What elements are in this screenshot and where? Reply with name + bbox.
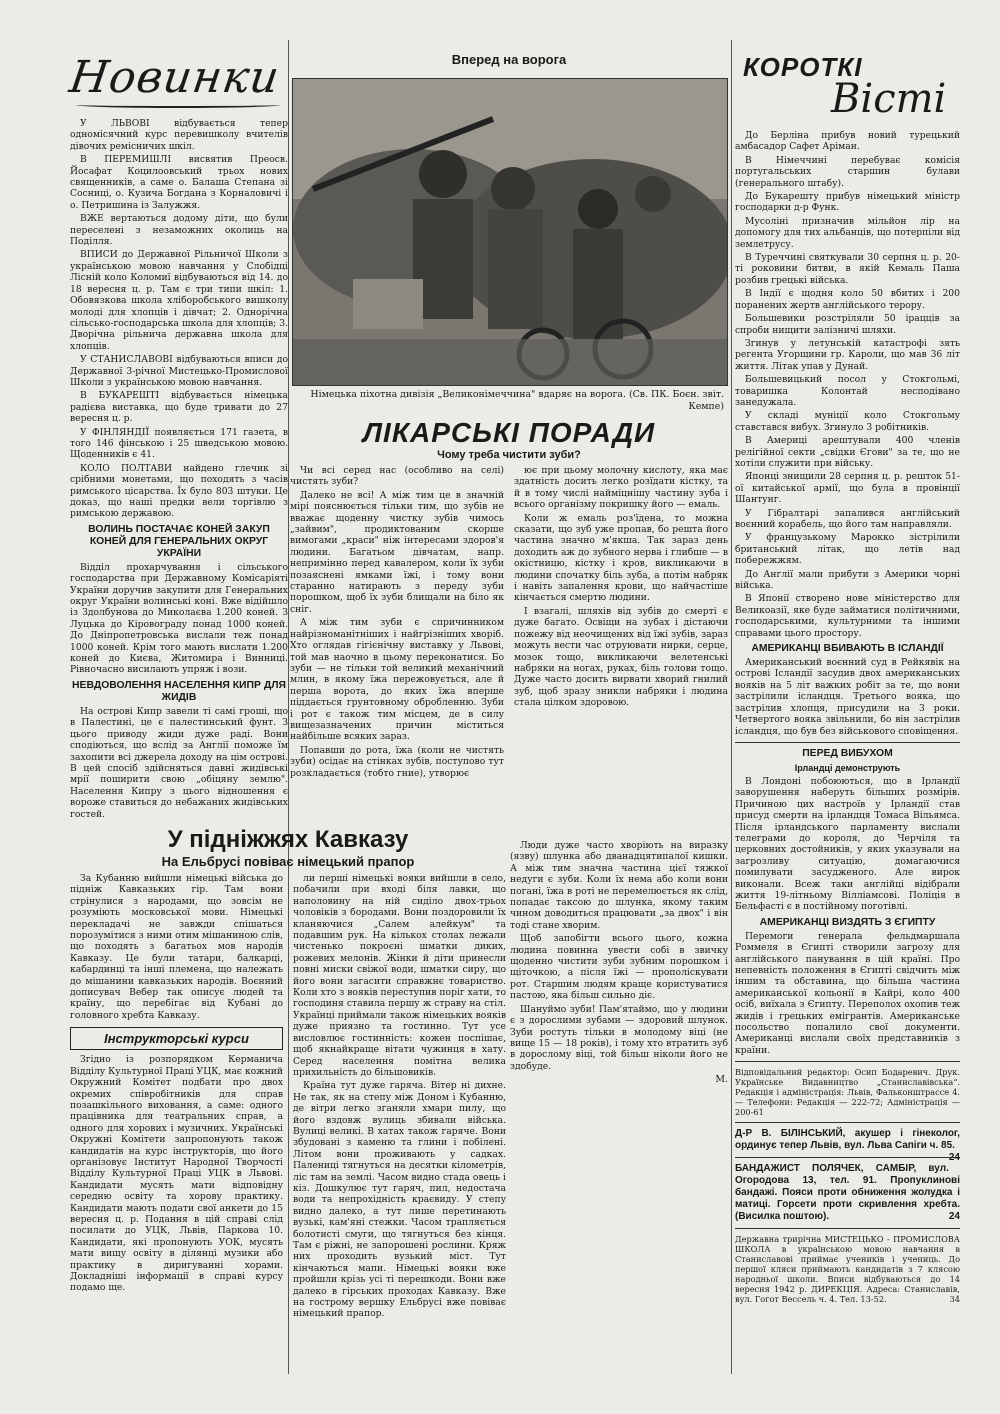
article-paragraph: Чи всі серед нас (особливо на селі) чистять зуби? (290, 465, 504, 488)
ad-number: 34 (949, 1294, 960, 1305)
instructor-courses-title: Інструкторські курси (70, 1027, 283, 1050)
cyprus-headline: НЕВДОВОЛЕННЯ НАСЕЛЕННЯ КИПР ДЛЯ ЖИДІВ (72, 679, 286, 703)
medical-advice-subtitle: Чому треба чистити зуби? (437, 449, 581, 461)
masthead-visti: Вісті (831, 76, 947, 122)
article-paragraph: Шануймо зуби! Пам'ятаймо, що у людини є з дорослими зубами — здоровий шлунок. Зуби ростуть тільки в молодому віці (не вище 15 — 18 років), і тому хто втратить зуб в дорослому віці, той більш ніколи його не здобуде. (510, 1003, 728, 1072)
short-news-item: В Німеччині перебуває комісія португальських старшин булави (генерального штабу). (735, 154, 960, 189)
article-paragraph: І взагалі, шляхів від зубів до смерті є дуже багато. Освіщи на зубах і дістаючи пожежу від неочищених від їжі зубів, зараз можуть вести час отруювати нирки, серце, мозок тощо, викликаючи велетенські набряки на ногах, руках, біль голови тощо. Дуже часто досить вирвати хворий гнилий зуб, щоб зразу зникли набряки і людина стала цілком здоровою. (514, 605, 728, 709)
horse-headline: ВОЛИНЬ ПОСТАЧАЄ КОНЕЙ ЗАКУП КОНЕЙ ДЛЯ ГЕНЕРАЛЬНИХ ОКРУГ УКРАЇНИ (88, 523, 270, 559)
article-paragraph: ли перші німецькі вояки вийшли в село, побачили при вході біля лавки, що наполовину на ній сиділо двох-трьох чоловіків з бородами. Вони поздоровили їх кланяючися „Салем алейкум" та подавшим рук. На кількох столах лежали чистенько покроєні шматки диких, рожевих мелонів. Жінки й діти принесли повні миски свіжої води, шматки сиру, що його вони загасити справжнє товариство. Коли хто з вояків переступив поріг хати, то господиня ставила першу ж страву на стіл. Українці приймали також німецьких вояків дуже приязно та гостинно. Тут усе висловлює гостинність: кожен поспішає, щоб якнайкраще вітати чужинця в хату. Серед населення помітна велика прихильність до більшовиків. (293, 873, 506, 1078)
divider (735, 1122, 960, 1123)
photo-caption: Німецька піхотна дивізія „Великонімеччина" вдаряє на ворога. (Св. ПК. Боєн. звіт. Кемпе) (310, 389, 724, 412)
short-news-item: До Букарешту прибув німецький міністр господарки д-р Функ. (735, 191, 960, 214)
article-paragraph: Попавши до рота, їжа (коли не чистять зуби) осідає на стінках зубів, поступово тут розкладається (тобто гние), утворює (290, 744, 504, 779)
news-item: У ФІНЛЯНДІЇ появляється 171 газета, в того 146 фінською і 25 шведською мовою. Щоденників є 41. (70, 426, 288, 461)
soldiers-photo-illustration (293, 79, 727, 385)
short-news-item: В Японії створено нове міністерство для Великоазії, яке буде займатися політичними, господарськими, культурними та іншими справами цього простору. (735, 593, 960, 639)
imprint: Відповідальний редактор: Осип Бодаревич. Друк. Українське Видавництво „Станиславівська“. Редакція і адміністрація: Львів, Фальконштрассе 4. — Телефони: Редакція — 222-72; Адміністрація — 200-61 (735, 1067, 960, 1118)
iceland-headline: АМЕРИКАНЦІ ВБИВАЮТЬ В ІСЛАНДІЇ (751, 643, 944, 655)
kavkaz-title: У підніжжях Кавказу (167, 826, 409, 853)
kavkaz-subtitle: На Ельбрусі повіває німецький прапор (161, 854, 415, 869)
right-column (735, 0, 960, 1394)
short-news-item: В Індії є щодня коло 50 вбитих і 200 поранених жертв англійського терору. (735, 288, 960, 311)
cyprus-article: На острові Кипр завели ті самі гроші, що в Палестині, це є палестинський фунт. З цього приводу жиди дуже раді. Вони сподіються, що вслід за Англії поможе їм захопити всі джерела доходу на цім острові. В цей спосіб здійсняться давні жидівські мрії поширити свою „обіцяну землю". Населення Кипру з цього відношення є вороже ставиться до небажаних жидівських гостей. (70, 705, 288, 820)
masthead-novynky: Новинки (70, 52, 288, 110)
egypt-headline: АМЕРИКАНЦІ ВИЗДЯТЬ З ЄГИПТУ (759, 916, 936, 928)
advert-doctor: Д-Р В. БІЛІНСЬКИЙ, акушер і гінеколог, ординує тепер Львів, вул. Льва Сапіги ч. 85. 24 (735, 1128, 960, 1164)
kavkaz-article (70, 822, 506, 1393)
masthead-korotki-visti (743, 52, 960, 122)
article-paragraph: Далеко не всі! А між тим це в значній мірі пояснюється тільки тим, що зубів не вважає щоденну чистку зубів чимось „зайвим", продиктованим скорше вимогами „краси" ніж інтересами здоров'я людини. Багатьом дівчатам, напр. непримінно перед кавалером, коли їх зуби позаяснені ямками їжі, і тому вони старанно натирають з переду зуби порошком, щоб їх зуби блищали на біло як сніг. (290, 489, 504, 615)
article-paragraph: А між тим зуби є спричинником найрізноманітніших і найгрізніших хворіб. Хто оглядав гігієнічну виставку у Львові, той мав наочно в цьому переконатися. Бо зуби — не тільки той великий механічний млин, в якому їжа пережовується, але й перша ворота, до яких їжа вперше піддається грунтовному обробленню. Зуби і рот є також тим місцем, де в силу вищезазначених причин міститься найбільше всяких зараз. (290, 617, 504, 743)
short-news-item: Японці знищили 28 серпня ц. р. решток 51-ої китайської армії, що була в провінції Шантунг. (735, 471, 960, 506)
short-news-item: У складі муніції коло Стокгольму ставстався вибух. Згинуло 3 робітників. (735, 410, 960, 433)
divider (735, 1157, 960, 1158)
article-paragraph: Країна тут дуже гаряча. Вітер ні дихне. Не так, як на степу між Доном і Кубанню, де вітри легко зганяли хмари пилу, що його вздовж вулиць збивали війська. Вулиці великі. В хатах також гаряче. Вони збудовані з каменю та глини і побілені. Літом вони проживають у садках. Палениці тягнуться на десятки кілометрів, ліс там на землі. Часом видно стада овець і кіз. Дошкулює тут гаряч, пил, недостача води та непрохідність краєвиду. У степу видно далеко, а тут лише перетинають вузькі, кам'яні стежки. Часом трапляється болотисті смуги, що тягнуться без кінця. Там є ріжні, не запорошені рослини. Кряж них проходить вузький міст. Тут кінчаються мапи. Німецькі вояки вже пройшли крізь усі ті перешкоди. Вони вже далеко в гірських проходах Кавказу. Вже на гострому вершку Ельбрусі вже повіває німецький прапор. (293, 1080, 506, 1320)
short-news-item: В Туреччині святкували 30 серпня ц. р. 20-ті роковини битви, в якій Кемаль Паша розбив грецькі війська. (735, 252, 960, 286)
medical-advice-title: ЛІКАРСЬКІ ПОРАДИ (362, 417, 656, 448)
kavkaz-body (70, 873, 506, 1393)
news-item: ВПИСИ до Державної Рільничої Школи з українською мовою навчання у Слобідці Лісній коло Коломиї відбуваються від 14. до 18 вересня ц. р. Там є три типи шкіл: 1. Обовязкова школа хліборобського вишколу молоді для хлопців і дівчат; 2. Однорічна сільсько-господарська школа для хлопців; 3. Дворічна рільнича державна школа для хлопців. (70, 249, 288, 352)
short-news-item: До Берліна прибув новий турецький амбасадор Сафет Аріман. (735, 130, 960, 153)
article-paragraph: Люди дуже часто хворіють на виразку (язву) шлунка або дванадцятипалої кишки. А між тим значна частина цієї тяжкої недуги є зуби. Коли їх нема або коли вони погані, їжа в роті не перемелюється як слід, попадає таксою до шлунка, якому таким чином доводиться працювати „за двох" і він тоді стане хворим. (510, 840, 728, 931)
kavkaz-col-1 (70, 873, 283, 1393)
short-news-item: Згинув у летунській катастрофі зять регента Угорщини гр. Кароли, що мав 36 літ життя. Літак упав у Дунай. (735, 337, 960, 372)
medical-col-1 (290, 465, 504, 823)
masthead-korotki: КОРОТКІ (743, 52, 863, 82)
short-news-item: В Америці арештували 400 членів релігійної секти „свідки Єгови" за те, що не хотіли служити при війську. (735, 435, 960, 469)
ad-number: 24 (948, 1211, 960, 1223)
short-news-item: Мусоліні призначив мільйон лір на допомогу для тих альбанців, що потерпіли від землетрусу. (735, 215, 960, 250)
short-news-item: До Англії мали прибути з Америки чорні війська. (735, 568, 960, 592)
divider (735, 1228, 960, 1229)
egypt-article: Перемоги генерала фельдмаршала Роммеля в Єгипті створили загрозу для англійського панування в цій країні. Про непевність положення в Єгипті свідчить між іншим та обставина, що більша частина американської кольонії в Кайрі, коло 400 осіб, виїхала з Єгипту. Переполох охопив теж жидів і грецьких емігрантів. Американське посольство попалило свої документи. Американці вислали своїх представників з країни. (735, 930, 960, 1056)
divider (735, 1061, 960, 1062)
article-paragraph: Щоб запобігти всього цього, кожна людина повинна увести собі в звичку щоденно чистити зуби зубним порошком і щіточкою, а після їжі — прополіскувати рот. Старшим людям краще користуватися пастою, яка більш сильно діє. (510, 933, 728, 1002)
short-news-item: Большевицький посол у Стокгольмі, товаришка Колонтай несподівано занедужала. (735, 374, 960, 408)
advert-bandage: БАНДАЖИСТ ПОЛЯЧЕК, САМБІР, вул. Огородова 13, тел. 91. Пропуклинові бандажі. Пояси проти обниження жолудка і матиці. Горсети проти скривлення хребта. (Висилка поштою). 24 (735, 1163, 960, 1223)
news-item: У ЛЬВОВІ відбувається тепер одномісячний курс перевишколу вчителів дівочих ремісничих шкіл. (70, 118, 288, 152)
medical-advice-body (290, 465, 728, 823)
ad-number: 24 (948, 1152, 960, 1164)
news-item: КОЛО ПОЛТАВИ найдено глечик зі срібними монетами, що походять з часів римського цісарства. Їх було 803 штуки. Це доказ, що наші предки вели торгівлю з римською державою. (70, 462, 288, 520)
short-news-item: У Гібралтарі запалився англійський воєнний корабель, що його там направляли. (735, 507, 960, 530)
article-paragraph: Коли ж емаль роз'їдена, то можна сказати, що зуб уже пропав, бо решта його частина значно м'якша. Так зараз день доходить аж до зубного нерва і глибше — в окістницю, кістку і кров, викликаючи в людини спочатку біль зуба, а потім набряк і навіть запалення крови, що найчастіше кінчається смертю людини. (514, 512, 728, 604)
news-item: ВЖЕ вертаються додому діти, що були переселені з незаможних околиць на Поділля. (70, 213, 288, 248)
kavkaz-col-2 (293, 873, 506, 1393)
news-item: В БУКАРЕШТІ відбувається німецька радієва виставка, що буде тривати до 27 вересня ц. р. (70, 390, 288, 425)
ireland-article: В Лондоні побоюються, що в Ірландії заворушення наберуть більших розмірів. Причиною цих настроїв у Ірландії став присуд смерти на ірландця Томаса Вільямса. Після ірландського парламенту вислали телеграми до короля, до Черчіля та церковних достойників, у яких указували на загрозливу ситуацію, домагаючися помилувати засудженого. Але вирок виконали. Всеж таки англійці відібрали життя 19-літньому Вілліамсові. Поліція в Бельфасті є в постійному поготівлі. (735, 775, 960, 913)
masthead-swash (76, 102, 280, 108)
article-paragraph: За Кубанню вийшли німецькі війська до підніж Кавказьких гір. Там вони стрінулися з народами, що зовсім не розуміють московської мови. Німецькі перекладачі не завжди спішаться порозумітися з ними отим мішаниною слів, що походять з багатьох мов народів Кавказу. Це були татари, балкарці, кабардинці та інші племена, що належать до мішанини кавказьких народів. Воєнний дописувач Вебер так описує людей та країну, що перебігає від Кубані до головного хребта Кавказу. (70, 873, 283, 1021)
news-item: В ПЕРЕМИШЛІ висвятив Преосв. Йосафат Коцилоовський трьох нових священників, а саме о. Балаша Степана зі Сосниці, о. Кузича Богдана з Корналовичі і о. Петришина із Залужжя. (70, 154, 288, 211)
medical-continuation (510, 840, 728, 1370)
advert-school: Державна трирічна МИСТЕЦЬКО - ПРОМИСЛОВА ШКОЛА в українською мовою навчання в Станиславові приймає учеників і учениць. До першої кляси приймають кандидатів з 7 клясою народньої школи. Вписи відбуваються до 14 вересня 1942 р. ДИРЕКЦІЯ. Адреса: Станиславів, вул. Гогот Вессель ч. 4. Тел. 13-52. 34 (735, 1234, 960, 1305)
news-item: У СТАНИСЛАВОВІ відбуваються вписи до Державної 3-річної Мистецько-Промислової Школи з українською мовою навчання. (70, 354, 288, 388)
horse-article: Відділ прохарчування і сільського господарства при Державному Комісаріяті України доручив закупити для Генеральних округ України волинські коні. Вже відійшло із Здолбунова до Миколаєва 1.200 коней. З Луцька до Кіровограду понад 1000 коней. До Дніпропетровська вислали теж понад 1000 коней. Крім того мають вислати 1.200 коней до Києва, Житомира і Винниці. Рівночасно висилають упряж і вози. (70, 561, 288, 676)
article-paragraph: ює при цьому молочну кислоту, яка має здатність досить легко розїдати кістку, та й в тому числі найміцнішу частину зуба і всього організму покришку його — емаль. (514, 465, 728, 511)
divider (735, 742, 960, 743)
photo-banner: Вперед на ворога (451, 52, 567, 67)
short-news-item: У французькому Марокко зістрілили британський літак, що летів над побережжям. (735, 532, 960, 567)
ireland-headline: ПЕРЕД ВИБУХОМ (802, 747, 893, 759)
war-photo (292, 78, 728, 386)
medical-col-2 (514, 465, 728, 823)
instructor-courses-article: Згідно із розпорядком Керманича Відділу Культурної Праці УЦК, має кожний Окружний Комітет подбати про двох окремих співробітників для справ позашкільного виховання, а саме: одного працівника для театральних справ, а одного для хорових і музичних. Українські Окружні Комітети запропонують також кандидатів на курс інструкторів, що його організовує Інститут Народної Творчості Відділу Культурної Праці УЦК в Львові. Кандидати мусять мати відповідну середню освіту та хорову практику. Кандидати мають подати свої анкети до 15 вересня ц. р. Подання в цій справі слід посилати до УЦК, Львів, Паркова 10. Кандидати, які пропонують УОК, мусять мати вищу освіту в ділянці музики або практику в диригуванні хорами. Докладніші інформації в справі курсу подамо ще. (70, 1054, 283, 1294)
iceland-article: Американський воєнний суд в Рейкявік на острові Ісландії засудив двох американських вояків на 5 літ важких робіт за те, що вони застрілили ісландця. Третього вояка, що застрілив хлопця, присудили на 3 роки. Четвертого вояка звільнили, бо він застрілив ісландця, що був без військового сповіщення. (735, 657, 960, 737)
column-rule (731, 40, 732, 1374)
short-news-item: Большевики розстріляли 50 ірацців за спроби нищити залізничі шляхи. (735, 313, 960, 336)
ireland-subheadline: Ірландці демонструють (794, 762, 901, 773)
article-signature: М. (715, 1074, 728, 1086)
